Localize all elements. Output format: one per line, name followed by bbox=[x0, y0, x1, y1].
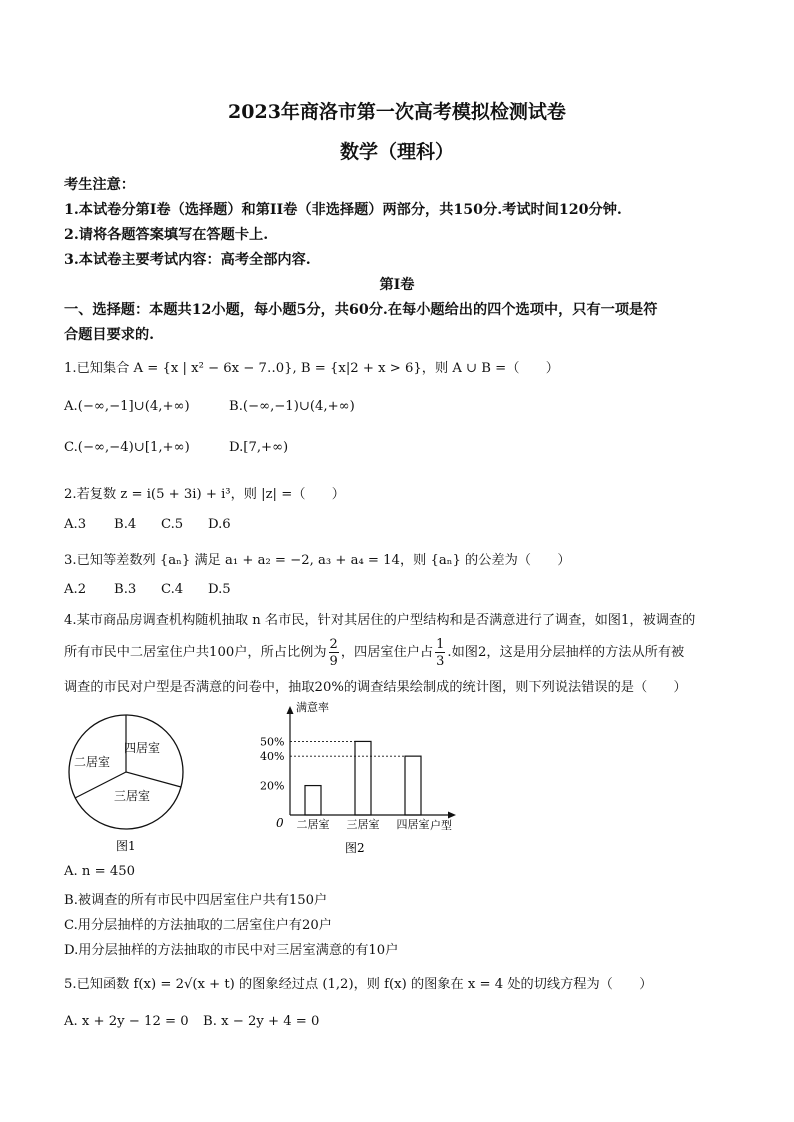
question-4-option-a: A. n = 450 bbox=[64, 864, 136, 879]
fraction-one-third bbox=[435, 638, 445, 668]
fraction-denominator: 9 bbox=[329, 653, 338, 669]
origin-label: 0 bbox=[276, 816, 284, 830]
notice-item-2: 2.请将各题答案填写在答题卡上. bbox=[64, 227, 269, 243]
question-4-option-d: D.用分层抽样的方法抽取的市民中对三居室满意的有10户 bbox=[64, 943, 399, 958]
question-4-line1: 4.某市商品房调查机构随机抽取 n 名市民，针对其居住的户型结构和是否满意进行了调查，如图1，被调查的 bbox=[64, 613, 696, 628]
y-tick-label: 50% bbox=[260, 735, 285, 749]
x-axis-label: 户型 bbox=[430, 819, 452, 832]
pie-label-four-bedroom: 四居室 bbox=[124, 741, 161, 755]
section-heading-line2: 合题目要求的. bbox=[64, 327, 155, 343]
part-heading: 第I卷 bbox=[379, 277, 415, 293]
question-3-option-b: B.3 bbox=[114, 582, 137, 597]
question-3-option-c: C.4 bbox=[161, 582, 184, 597]
question-1-stem: 1.已知集合 A = {x | x² − 6x − 7‥0}, B = {x|2 + x > 6}，则 A ∪ B =（ ） bbox=[64, 361, 559, 376]
question-5-stem: 5.已知函数 f(x) = 2√(x + t) 的图象经过点 (1,2)，则 f(x) 的图象在 x = 4 处的切线方程为（ ） bbox=[64, 977, 653, 992]
y-axis-arrow bbox=[287, 706, 294, 714]
fraction-numerator: 1 bbox=[436, 636, 445, 652]
y-axis-label: 满意率 bbox=[296, 701, 329, 714]
exam-title: 2023年商洛市第一次高考模拟检测试卷 bbox=[228, 101, 566, 123]
figure-1-pie bbox=[60, 712, 200, 860]
question-4-line2-text-c: .如图2，这是用分层抽样的方法从所有被 bbox=[447, 645, 685, 660]
figure-1-caption: 图1 bbox=[116, 839, 136, 853]
fraction-numerator: 2 bbox=[329, 636, 338, 652]
question-5-option-b: B. x − 2y + 4 = 0 bbox=[203, 1014, 320, 1029]
question-1-option-c: C.(−∞,−4)∪[1,+∞) bbox=[64, 440, 190, 455]
x-axis-arrow bbox=[448, 812, 456, 819]
fraction-denominator: 3 bbox=[436, 653, 445, 669]
y-tick-label: 20% bbox=[260, 779, 285, 793]
figure-2-bar-chart bbox=[250, 696, 470, 856]
exam-subtitle: 数学（理科） bbox=[339, 141, 454, 163]
bar bbox=[355, 741, 371, 815]
notice-item-3: 3.本试卷主要考试内容：高考全部内容. bbox=[64, 252, 311, 268]
question-4-line2 bbox=[64, 634, 684, 672]
question-4-line3: 调查的市民对户型是否满意的问卷中，抽取20%的调查结果绘制成的统计图，则下列说法错误的是（ ） bbox=[64, 680, 687, 695]
x-tick-label: 二居室 bbox=[296, 818, 330, 831]
question-3-option-d: D.5 bbox=[208, 582, 231, 597]
pie-label-two-bedroom: 二居室 bbox=[74, 755, 111, 769]
question-5-option-a: A. x + 2y − 12 = 0 bbox=[64, 1014, 189, 1029]
question-1-option-b: B.(−∞,−1)∪(4,+∞) bbox=[229, 399, 355, 414]
x-tick-label: 四居室 bbox=[396, 818, 430, 831]
fraction-two-ninths bbox=[329, 638, 339, 668]
bar bbox=[305, 786, 321, 815]
bar bbox=[405, 756, 421, 815]
section-heading-line1: 一、选择题：本题共12小题，每小题5分，共60分.在每小题给出的四个选项中，只有一项是符 bbox=[64, 302, 658, 318]
question-3-option-a: A.2 bbox=[64, 582, 87, 597]
pie-divider bbox=[126, 772, 181, 787]
question-2-option-c: C.5 bbox=[161, 517, 184, 532]
notice-item-1: 1.本试卷分第I卷（选择题）和第II卷（非选择题）两部分，共150分.考试时间120分钟. bbox=[64, 202, 622, 218]
question-2-option-d: D.6 bbox=[208, 517, 231, 532]
x-tick-label: 三居室 bbox=[346, 818, 380, 831]
pie-label-three-bedroom: 三居室 bbox=[114, 789, 151, 803]
question-2-option-b: B.4 bbox=[114, 517, 137, 532]
question-4-option-c: C.用分层抽样的方法抽取的二居室住户有20户 bbox=[64, 918, 332, 933]
question-1-option-a: A.(−∞,−1]∪(4,+∞) bbox=[64, 399, 190, 414]
y-tick-label: 40% bbox=[260, 750, 285, 764]
question-2-stem: 2.若复数 z = i(5 + 3i) + i³，则 |z| =（ ） bbox=[64, 487, 345, 502]
question-4-line2-text-b: ，四居室住户占 bbox=[340, 645, 434, 660]
question-4-option-b: B.被调查的所有市民中四居室住户共有150户 bbox=[64, 893, 328, 908]
figure-2-caption: 图2 bbox=[345, 841, 365, 855]
question-1-option-d: D.[7,+∞) bbox=[229, 440, 289, 455]
question-4-line2-text-a: 所有市民中二居室住户共100户，所占比例为 bbox=[64, 645, 327, 660]
notice-heading: 考生注意： bbox=[64, 177, 135, 193]
question-3-stem: 3.已知等差数列 {aₙ} 满足 a₁ + a₂ = −2, a₃ + a₄ = 14，则 {aₙ} 的公差为（ ） bbox=[64, 553, 571, 568]
question-2-option-a: A.3 bbox=[64, 517, 87, 532]
